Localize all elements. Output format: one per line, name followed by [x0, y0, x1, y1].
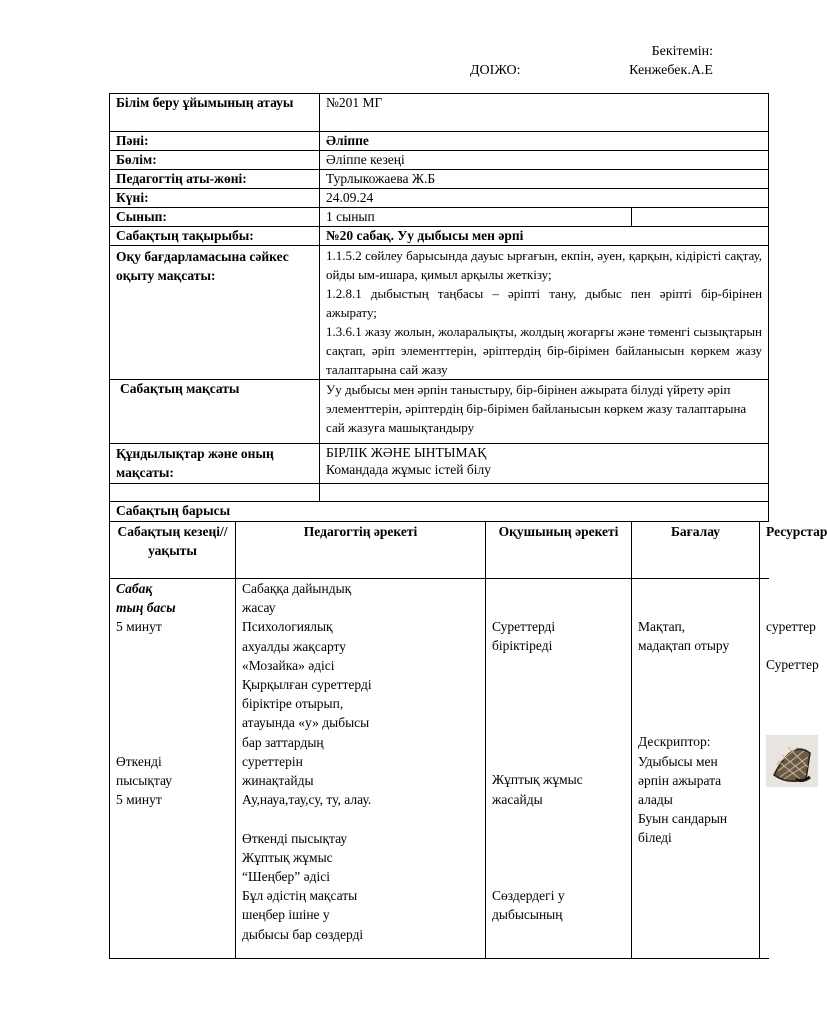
teacher-label: Педагогтің аты-жөні:: [110, 170, 320, 189]
lesson-goal-label: Сабақтың мақсаты: [110, 380, 320, 444]
assessment-line: біледі: [638, 830, 672, 846]
teacher-value: Турлыкожаева Ж.Б: [320, 170, 769, 189]
header-stage: Сабақтың кезеңі// уақыты: [110, 522, 236, 579]
approval-name: Кенжебек.А.Е: [629, 63, 713, 78]
stage-title-1: Сабақ: [116, 581, 153, 596]
teacher-line: Психологиялық: [242, 619, 333, 635]
teacher-line: Өткенді пысықтау: [242, 830, 348, 846]
org-label: Білім беру ұйымының атауы: [110, 94, 320, 132]
stage-title-2: тың басы: [116, 600, 176, 616]
stage-review-2: пысықтау: [116, 772, 173, 788]
teacher-line: жинақтайды: [242, 773, 314, 789]
assessment-line: Удыбысы мен: [638, 753, 718, 769]
teacher-line: шеңбер ішіне у: [242, 907, 330, 923]
assessment-line: алады: [638, 792, 673, 808]
student-action-cell: [486, 579, 632, 959]
empty-cell-left: [110, 484, 320, 502]
header-teacher-action: Педагогтің әрекеті: [236, 522, 486, 579]
teacher-line: суреттерін: [242, 753, 303, 769]
teacher-line: жасау: [242, 600, 276, 616]
student-line: жасайды: [492, 791, 543, 807]
teacher-line: Ау,науа,тау,су, ту, алау.: [242, 792, 372, 808]
stage-review-1: Өткенді: [116, 753, 162, 769]
goal-item: 1.3.6.1 жазу жолын, жоларалықты, жолдың жоғарғы және төменгі сызықтарын сақтап, әріп элементтерін, әріптердің бір-бірімен байланысын көркем жазу талаптарына сай жазу: [326, 324, 763, 377]
assessment-cell: [632, 579, 760, 959]
header-assessment: Бағалау: [632, 522, 760, 579]
header-student-action: Оқушының әрекеті: [486, 522, 632, 579]
assessment-line: Буын сандарын: [638, 811, 728, 827]
class-extra-cell: [632, 208, 769, 227]
header-resources-spacer: Ресурстар: [760, 522, 769, 579]
topic-value: №20 сабақ. Уу дыбысы мен әрпі: [320, 227, 769, 246]
teacher-line: “Шеңбер” әдісі: [242, 869, 330, 885]
topic-label: Сабақтың тақырыбы:: [110, 227, 320, 246]
resources-cell: [760, 579, 819, 959]
section-value: Әліппе кезеңі: [320, 151, 769, 170]
teacher-line: біріктіре отырып,: [242, 696, 344, 712]
stage-cell: [110, 579, 236, 959]
student-line: біріктіреді: [492, 638, 553, 654]
values-value: [320, 444, 769, 484]
empty-cell-right: [320, 484, 769, 502]
goal-item: 1.2.8.1 дыбыстың таңбасы – әріпті тану, дыбыс пен әріпті бір-бірінен ажырату;: [326, 286, 763, 320]
assessment-line: Дескриптор:: [638, 734, 711, 750]
section-label: Бөлім:: [110, 151, 320, 170]
teacher-line: атауында «у» дыбысы: [242, 715, 370, 731]
student-line: дыбысының: [492, 907, 563, 923]
values-line-2: Командада жұмыс істей білу: [326, 462, 492, 477]
teacher-action-cell: [236, 579, 486, 959]
class-value: 1 сынып: [320, 208, 632, 227]
teacher-line: ахуалды жақсарту: [242, 638, 347, 654]
date-label: Күні:: [110, 189, 320, 208]
approval-org: ДОІЖО:: [470, 63, 521, 78]
values-line-1: БІРЛІК ЖӘНЕ ЫНТЫМАҚ: [326, 445, 487, 460]
assessment-line: Мақтап,: [638, 619, 686, 634]
teacher-line: Сабаққа дайындық: [242, 581, 352, 596]
assessment-line: әрпін ажырата: [638, 772, 722, 788]
lesson-plan-table: [109, 93, 827, 959]
assessment-line: мадақтап отыру: [638, 638, 730, 654]
stage-time-1: 5 минут: [116, 619, 162, 635]
teacher-line: бар заттардың: [242, 734, 324, 750]
goals-value: [320, 246, 769, 380]
resource-line: Суреттер: [766, 657, 819, 673]
subject-value: Әліппе: [320, 132, 769, 151]
student-line: Сөздердегі у: [492, 887, 565, 903]
subject-label: Пәні:: [110, 132, 320, 151]
approval-title: Бекітемін:: [651, 44, 713, 59]
teacher-line: [242, 809, 479, 828]
values-label: Құндылықтар және оның мақсаты:: [110, 444, 320, 484]
teacher-line: дыбысы бар сөздерді: [242, 926, 364, 942]
date-value: 24.09.24: [320, 189, 769, 208]
teacher-line: «Мозайка» әдісі: [242, 657, 335, 673]
teacher-line: Жұптық жұмыс: [242, 849, 333, 865]
resource-line: суреттер: [766, 619, 816, 634]
teacher-line: Бұл әдістің мақсаты: [242, 888, 358, 904]
basket-picture-icon: [766, 735, 818, 787]
lesson-goal-value: Уу дыбысы мен әрпін таныстыру, бір-бірінен ажырата білуді үйрету әріп элементтерін, әріптердің бір-бірімен байланысын көркем жазу талаптарына сай жазуға машықтандыру: [320, 380, 769, 444]
goal-item: 1.1.5.2 сөйлеу барысында дауыс ырғағын, екпін, әуен, қарқын, кідірісті сақтау, ойды ым-ишара, қимыл арқылы жеткізу;: [326, 248, 763, 282]
class-label: Сынып:: [110, 208, 320, 227]
approval-block: [470, 42, 713, 80]
stage-time-2: 5 минут: [116, 792, 162, 808]
org-value: №201 МГ: [320, 94, 769, 132]
goals-label: Оқу бағдарламасына сәйкес оқыту мақсаты:: [110, 246, 320, 380]
teacher-line: Қырқылған суреттерді: [242, 677, 372, 693]
student-line: Суреттерді: [492, 619, 556, 634]
student-line: Жұптық жұмыс: [492, 772, 583, 788]
progress-label: Сабақтың барысы: [110, 502, 769, 522]
